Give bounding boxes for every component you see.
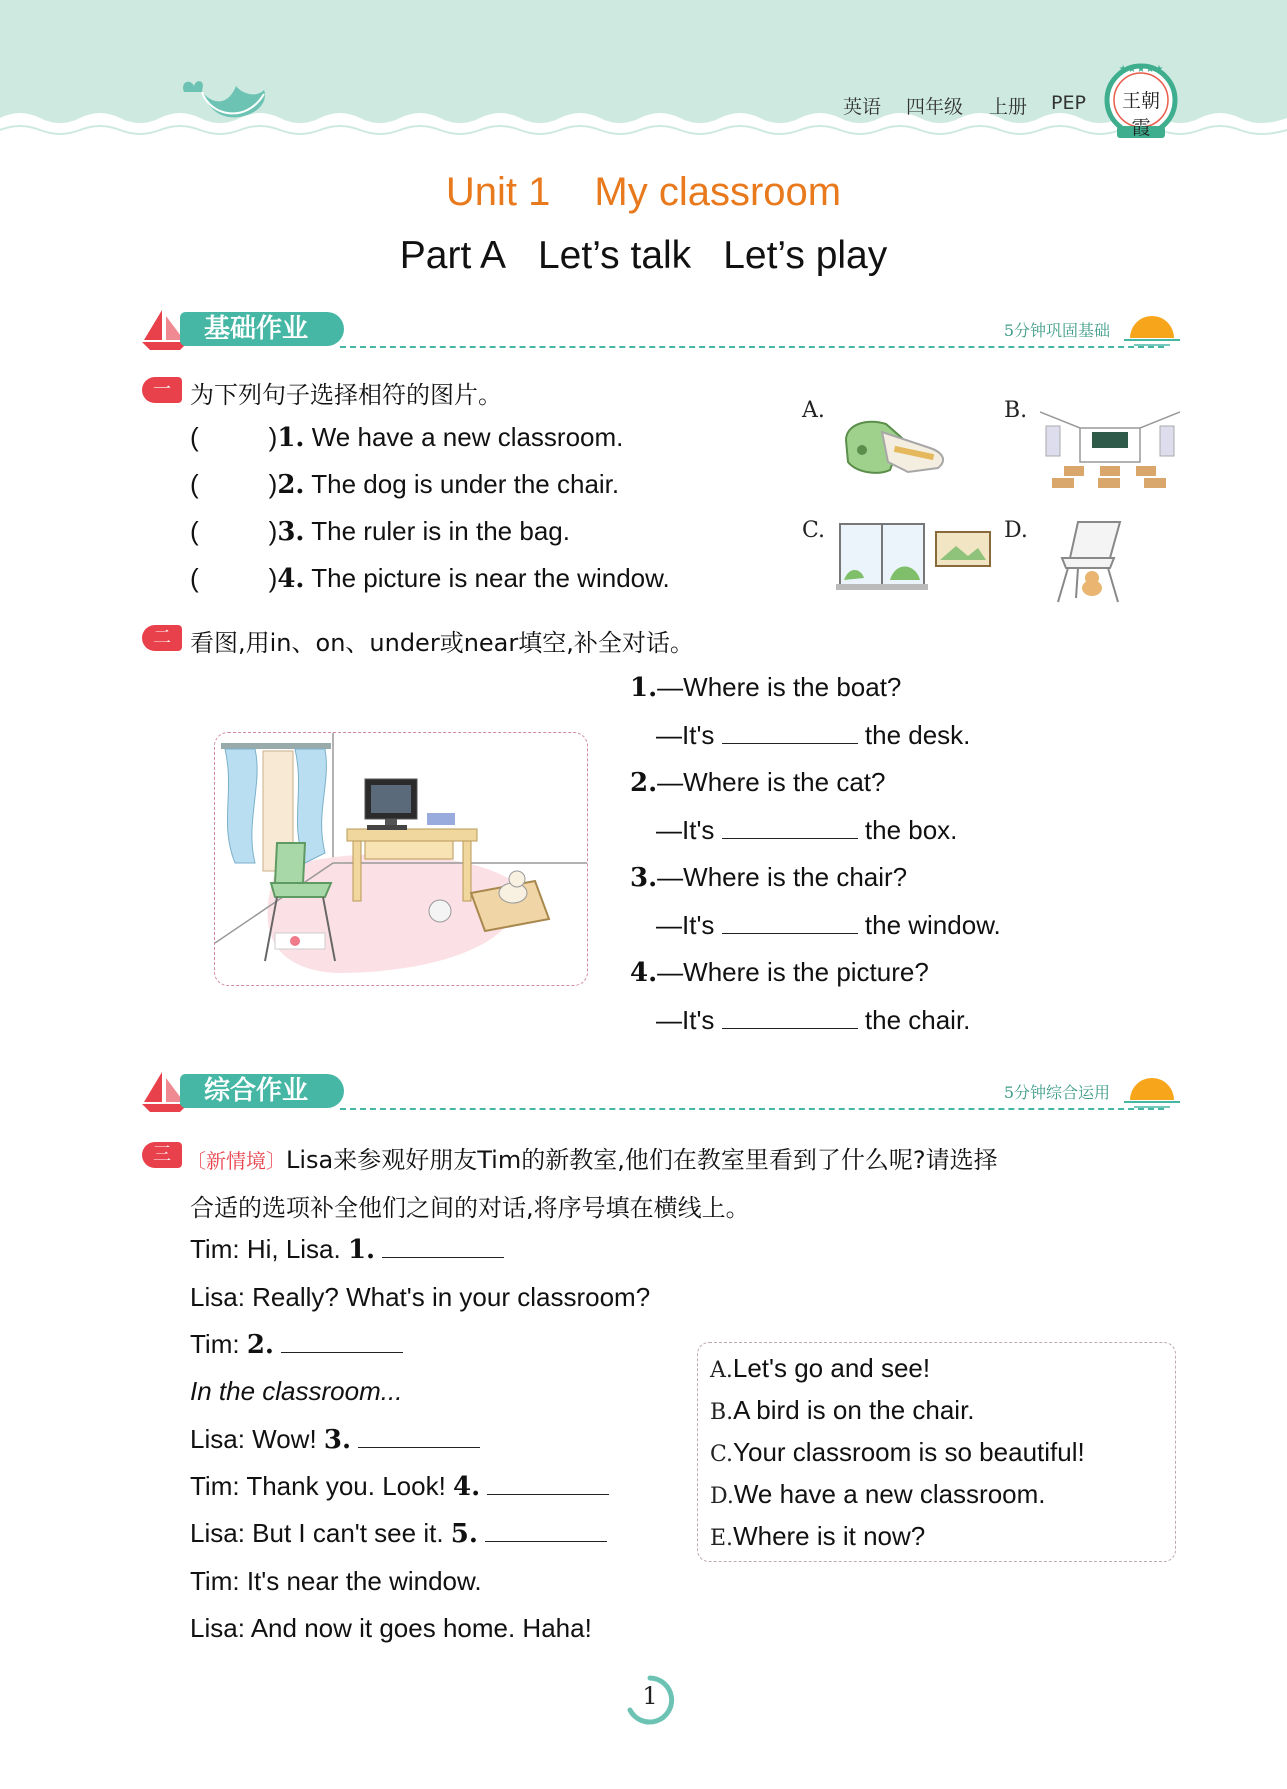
dialogue-line-9 — [190, 1613, 592, 1644]
classroom-picture — [1040, 402, 1180, 492]
fill-blank[interactable] — [382, 1235, 504, 1258]
dialogue-line-7 — [190, 1518, 607, 1549]
blank-number: 2. — [246, 1330, 274, 1360]
question-text: —Where is the chair? — [657, 862, 908, 892]
answer-suffix: the desk. — [864, 720, 971, 750]
item-text: We have a new classroom. — [311, 422, 624, 452]
speaker: Lisa: — [190, 1518, 253, 1548]
speaker: Tim: — [190, 1234, 247, 1264]
option-letter: E. — [710, 1526, 734, 1551]
picture-label-b: B. — [1004, 398, 1028, 423]
question-badge-2: 二 — [142, 625, 182, 651]
dialogue-text: And now it goes home. Haha! — [250, 1613, 592, 1643]
option-e — [710, 1521, 925, 1552]
paren-close: ) — [268, 516, 278, 546]
option-a — [710, 1353, 930, 1384]
answer-suffix: the chair. — [864, 1005, 971, 1035]
item-number: 1. — [630, 673, 658, 703]
dialogue-line-1 — [190, 1234, 504, 1265]
fill-blank[interactable] — [487, 1472, 609, 1495]
lesson-play: Let’s play — [723, 234, 888, 277]
window-picture — [834, 520, 994, 592]
page-number — [620, 1670, 680, 1730]
picture-label-d: D. — [1004, 518, 1028, 543]
section-basic-note: 5分钟巩固基础 — [1003, 321, 1110, 340]
section-divider — [340, 1108, 1164, 1110]
picture-label-a: A. — [802, 398, 825, 423]
unit-name: My classroom — [594, 170, 842, 214]
dialogue-text: Hi, Lisa. — [246, 1234, 341, 1264]
option-text: Your classroom is so beautiful! — [733, 1437, 1085, 1467]
item-number: 4. — [630, 958, 658, 988]
option-letter: D. — [710, 1484, 734, 1509]
item-text: The dog is under the chair. — [311, 469, 620, 499]
q3-instruction-line2: 合适的选项补全他们之间的对话,将序号填在横线上。 — [190, 1194, 750, 1222]
paren-close: ) — [268, 469, 278, 499]
section-comprehensive-header — [140, 1068, 1180, 1116]
q2-instruction: 看图,用in、on、under或near填空,补全对话。 — [190, 629, 694, 657]
item-text: The picture is near the window. — [311, 563, 670, 593]
question-badge-3: 三 — [142, 1142, 182, 1168]
edition-label: PEP — [1051, 92, 1086, 114]
q2-item-2-question — [630, 767, 885, 798]
dialogue-text: Wow! — [252, 1424, 317, 1454]
q1-item-3 — [190, 516, 570, 547]
fill-blank[interactable] — [485, 1519, 607, 1542]
option-c — [710, 1437, 1085, 1468]
page-number-text: 1 — [642, 1682, 658, 1710]
section-comprehensive-note: 5分钟综合运用 — [1003, 1083, 1110, 1102]
paren-open: ( — [190, 563, 199, 593]
q1-item-4 — [190, 563, 670, 594]
volume-label: 上册 — [989, 96, 1028, 118]
option-text: We have a new classroom. — [733, 1479, 1046, 1509]
paren-open: ( — [190, 469, 199, 499]
speaker: Lisa: — [190, 1613, 251, 1643]
fill-blank[interactable] — [722, 816, 858, 839]
dialogue-line-4: In the classroom... — [190, 1376, 403, 1406]
dialogue-text: Thank you. Look! — [246, 1471, 446, 1501]
speaker: Tim: — [190, 1566, 247, 1596]
options-box — [697, 1342, 1176, 1562]
q1-item-2 — [190, 469, 619, 500]
q2-item-2-answer — [656, 815, 957, 846]
item-number: 4. — [277, 564, 305, 594]
dialogue-text: But I can't see it. — [252, 1518, 444, 1548]
sunset-icon — [1124, 310, 1180, 350]
answer-prefix: —It's — [656, 815, 715, 845]
part-label: Part A — [399, 234, 506, 277]
brand-name: 王朝霞 — [1121, 90, 1160, 139]
paren-close: ) — [268, 422, 278, 452]
section-basic-header — [140, 306, 1180, 354]
svg-text:★★★★★: ★★★★★ — [1118, 64, 1164, 75]
option-letter: B. — [710, 1400, 734, 1425]
answer-prefix: —It's — [656, 1005, 715, 1035]
dialogue-line-8 — [190, 1566, 482, 1597]
question-text: —Where is the cat? — [657, 767, 886, 797]
section-basic-label: 基础作业 — [180, 312, 344, 346]
fill-blank[interactable] — [722, 721, 858, 744]
item-number: 2. — [277, 470, 305, 500]
speaker: Lisa: — [190, 1282, 253, 1312]
question-text: —Where is the picture? — [657, 957, 929, 987]
option-text: Let's go and see! — [732, 1353, 931, 1383]
item-text: The ruler is in the bag. — [311, 516, 570, 546]
item-number: 3. — [277, 517, 305, 547]
q2-item-3-answer — [656, 910, 1001, 941]
paren-open: ( — [190, 422, 199, 452]
context-tag: 〔新情境〕 — [186, 1149, 286, 1173]
picture-label-c: C. — [802, 518, 826, 543]
question-badge-1: 一 — [142, 377, 182, 403]
q3-instruction-line1 — [186, 1140, 998, 1175]
part-title — [0, 234, 1287, 278]
blank-number: 5. — [450, 1519, 478, 1549]
dialogue-line-6 — [190, 1471, 609, 1502]
option-text: A bird is on the chair. — [733, 1395, 975, 1425]
lesson-talk: Let’s talk — [537, 234, 692, 277]
dialogue-line-2 — [190, 1282, 650, 1313]
section-divider — [340, 346, 1164, 348]
option-b — [710, 1395, 975, 1426]
dialogue-line-3 — [190, 1329, 403, 1360]
option-letter: A. — [710, 1358, 733, 1383]
question-text: —Where is the boat? — [657, 672, 902, 702]
brand-logo — [1103, 60, 1179, 144]
answer-suffix: the window. — [864, 910, 1001, 940]
whale-icon — [176, 72, 272, 132]
answer-prefix: —It's — [656, 720, 715, 750]
blank-number: 1. — [347, 1235, 376, 1265]
option-text: Where is it now? — [733, 1521, 926, 1551]
q2-item-1-question — [630, 672, 901, 703]
grade-label: 四年级 — [906, 96, 964, 118]
q2-item-1-answer — [656, 720, 970, 751]
paren-close: ) — [268, 563, 278, 593]
chair-dog-picture — [1048, 518, 1130, 604]
unit-title — [0, 170, 1287, 215]
dialogue-line-5 — [190, 1424, 480, 1455]
unit-number: Unit 1 — [445, 170, 551, 214]
speaker: Lisa: — [190, 1424, 253, 1454]
section-comprehensive-label: 综合作业 — [180, 1074, 344, 1108]
speaker: Tim: — [190, 1471, 247, 1501]
fill-blank[interactable] — [722, 1006, 858, 1029]
fill-blank[interactable] — [281, 1330, 403, 1353]
speaker: Tim: — [190, 1329, 247, 1359]
answer-suffix: the box. — [864, 815, 958, 845]
dialogue-text: Really? What's in your classroom? — [252, 1282, 651, 1312]
dialogue-text: It's near the window. — [246, 1566, 482, 1596]
q1-item-1 — [190, 422, 623, 453]
sunset-icon — [1124, 1072, 1180, 1112]
bedroom-scene-picture — [214, 732, 588, 986]
subject-label: 英语 — [843, 96, 882, 118]
answer-prefix: —It's — [656, 910, 715, 940]
item-number: 3. — [630, 863, 658, 893]
item-number: 2. — [630, 768, 658, 798]
item-number: 1. — [277, 423, 305, 453]
q2-item-4-question — [630, 957, 929, 988]
blank-number: 4. — [453, 1472, 481, 1502]
q1-instruction: 为下列句子选择相符的图片。 — [190, 381, 502, 409]
fill-blank[interactable] — [722, 911, 858, 934]
instruction-text: Lisa来参观好朋友Tim的新教室,他们在教室里看到了什么呢?请选择 — [286, 1146, 998, 1174]
q2-item-4-answer — [656, 1005, 970, 1036]
paren-open: ( — [190, 516, 199, 546]
blank-number: 3. — [323, 1425, 352, 1455]
q2-item-3-question — [630, 862, 907, 893]
scene-illustration — [215, 733, 587, 985]
option-d — [710, 1479, 1046, 1510]
option-letter: C. — [710, 1442, 734, 1467]
schoolbag-picture — [838, 410, 956, 486]
fill-blank[interactable] — [358, 1425, 480, 1448]
